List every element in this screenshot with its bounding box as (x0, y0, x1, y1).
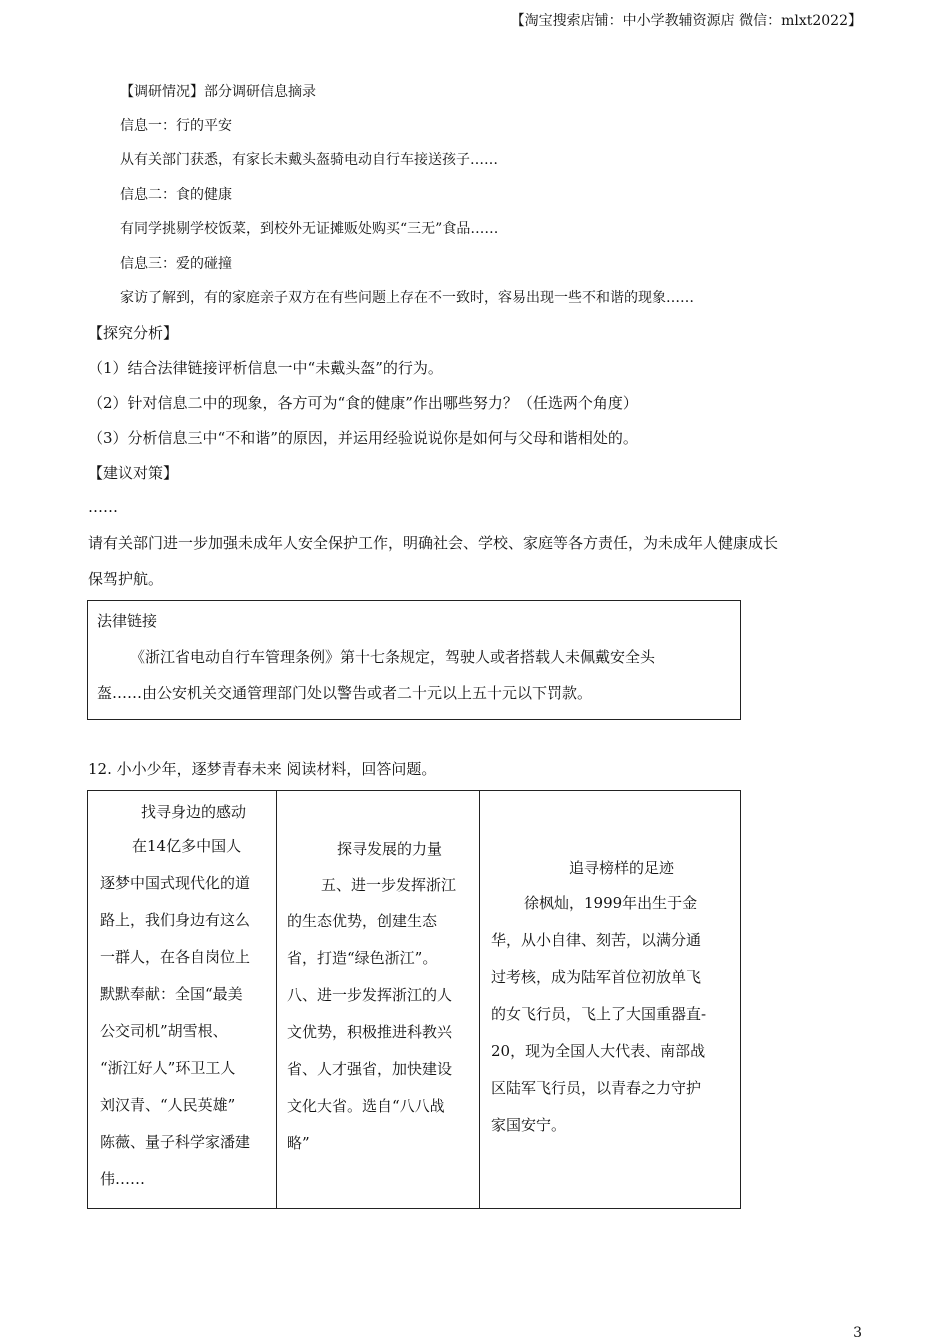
col1-line: 一群人，在各自岗位上 (100, 948, 251, 966)
col2-line: 省，打造“绿色浙江”。 (287, 949, 438, 967)
analysis-question-3: （3）分析信息三中“不和谐”的原因，并运用经验说说你是如何与父母和谐相处的。 (88, 429, 638, 447)
col2-line: 八、进一步发挥浙江的人 (287, 986, 453, 1004)
law-link-box (87, 600, 741, 720)
suggestion-line-1: 请有关部门进一步加强未成年人安全保护工作，明确社会、学校、家庭等各方责任，为未成年人健康成长 (88, 534, 779, 552)
info1-text: 从有关部门获悉，有家长未戴头盔骑电动自行车接送孩子…… (120, 152, 498, 168)
question-12-title: 12. 小小少年，逐梦青春未来 阅读材料，回答问题。 (88, 760, 437, 778)
col3-line: 家国安宁。 (491, 1116, 567, 1134)
col3-line: 华，从小自律、刻苦，以满分通 (491, 931, 702, 949)
material-col-touching (88, 791, 277, 1209)
col1-line: “浙江好人”环卫工人 (100, 1059, 236, 1077)
col1-line: 逐梦中国式现代化的道 (100, 874, 251, 892)
col3-line: 区陆军飞行员，以青春之力守护 (491, 1079, 702, 1097)
col1-line: 公交司机”胡雪根、 (100, 1022, 228, 1040)
col2-heading: 探寻发展的力量 (337, 840, 443, 858)
col1-line: 在14亿多中国人 (132, 837, 242, 855)
suggestion-line-2: 保驾护航。 (88, 570, 164, 588)
page-header-watermark: 【淘宝搜索店铺：中小学教辅资源店 微信：mlxt2022】 (510, 13, 862, 29)
col2-line: 省、人才强省，加快建设 (287, 1060, 453, 1078)
col1-line: 刘汉青、“人民英雄” (100, 1096, 236, 1114)
survey-title: 【调研情况】部分调研信息摘录 (120, 84, 316, 100)
suggestion-ellipsis: …… (88, 498, 118, 516)
material-col-development (277, 791, 480, 1209)
analysis-title: 【探究分析】 (88, 324, 179, 342)
law-link-title: 法律链接 (97, 612, 158, 630)
col2-line: 文化大省。选自“八八战 (287, 1097, 445, 1115)
col2-line: 的生态优势，创建生态 (287, 912, 438, 930)
info3-text: 家访了解到，有的家庭亲子双方在有些问题上存在不一致时，容易出现一些不和谐的现象…… (120, 290, 694, 306)
material-col-role-model (480, 791, 741, 1209)
col1-line: 路上，我们身边有这么 (100, 911, 251, 929)
col1-line: 默默奉献：全国“最美 (100, 985, 243, 1003)
col3-heading: 追寻榜样的足迹 (569, 859, 675, 877)
col2-line: 文优势，积极推进科教兴 (287, 1023, 453, 1041)
material-table (87, 790, 741, 1209)
col1-line: 陈薇、量子科学家潘建 (100, 1133, 251, 1151)
col2-line: 五、进一步发挥浙江 (321, 876, 457, 894)
law-link-line-2: 盔……由公安机关交通管理部门处以警告或者二十元以上五十元以下罚款。 (97, 684, 593, 702)
info1-title: 信息一：行的平安 (120, 118, 232, 134)
info3-title: 信息三：爱的碰撞 (120, 256, 232, 272)
analysis-question-1: （1）结合法律链接评析信息一中“未戴头盔”的行为。 (88, 359, 443, 377)
info2-text: 有同学挑剔学校饭菜，到校外无证摊贩处购买“三无”食品…… (120, 221, 499, 237)
info2-title: 信息二：食的健康 (120, 187, 232, 203)
col3-line: 徐枫灿，1999年出生于金 (524, 894, 698, 912)
col1-heading: 找寻身边的感动 (141, 803, 247, 821)
col3-line: 过考核，成为陆军首位初放单飞 (491, 968, 702, 986)
col2-line: 略” (287, 1134, 310, 1152)
col1-line: 伟…… (100, 1170, 146, 1188)
analysis-question-2: （2）针对信息二中的现象，各方可为“食的健康”作出哪些努力？（任选两个角度） (88, 394, 638, 412)
law-link-line-1: 《浙江省电动自行车管理条例》第十七条规定，驾驶人或者搭载人未佩戴安全头 (130, 648, 656, 666)
page-number: 3 (853, 1325, 862, 1341)
suggestion-title: 【建议对策】 (88, 464, 179, 482)
col3-line: 20，现为全国人大代表、南部战 (491, 1042, 706, 1060)
col3-line: 的女飞行员，飞上了大国重器直- (491, 1005, 707, 1023)
